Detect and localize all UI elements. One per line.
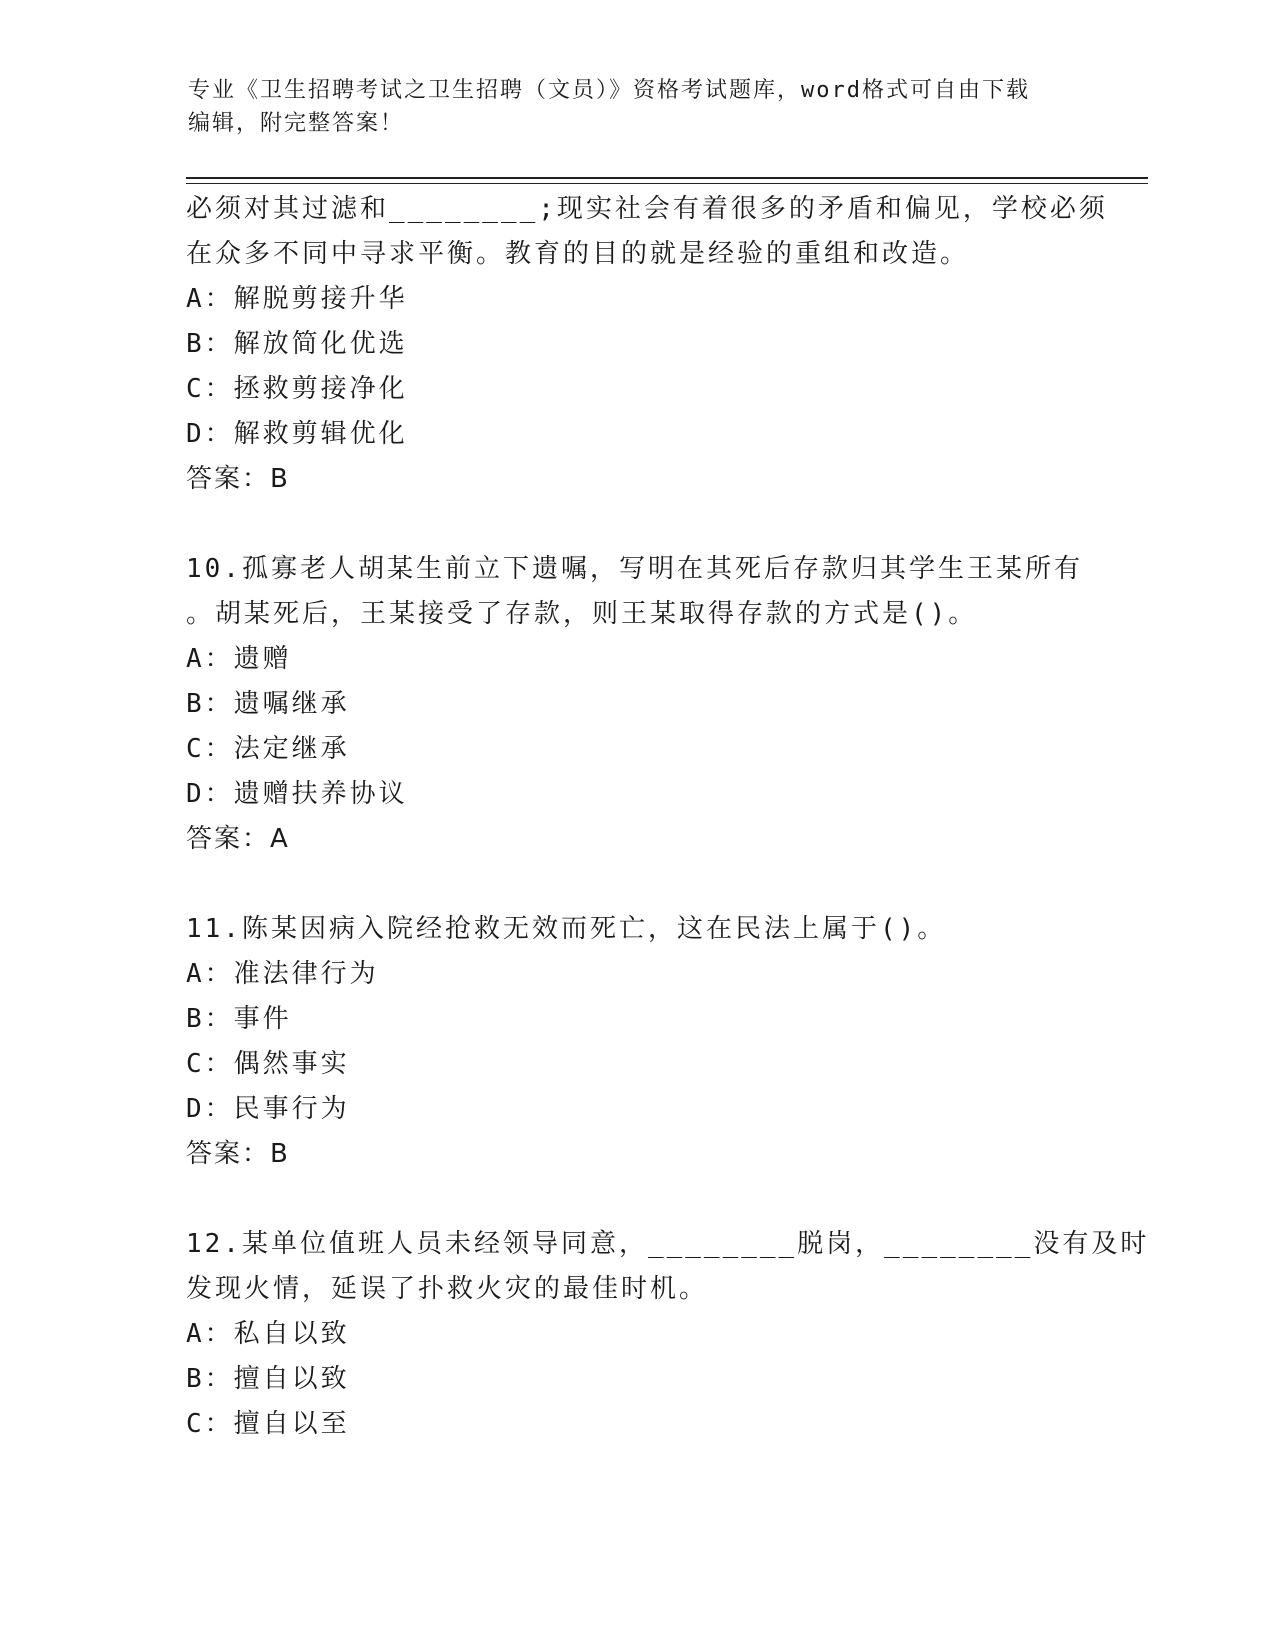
header-rule-thin [186, 183, 1148, 184]
question-10-option-b: B：遗嘱继承 [186, 689, 350, 719]
header-rule-thick [186, 177, 1148, 179]
question-9-option-d: D：解救剪辑优化 [186, 419, 408, 449]
question-10-option-d: D：遗赠扶养协议 [186, 779, 408, 809]
question-11-option-d: D：民事行为 [186, 1094, 350, 1124]
question-12-text-line-2: 发现火情，延误了扑救火灾的最佳时机。 [186, 1274, 709, 1304]
question-9-option-b: B：解放简化优选 [186, 329, 408, 359]
question-11-text-line-1: 11.陈某因病入院经抢救无效而死亡，这在民法上属于()。 [186, 914, 947, 944]
question-9-text-line-2: 在众多不同中寻求平衡。教育的目的就是经验的重组和改造。 [186, 239, 970, 269]
question-9-text-line-1: 必须对其过滤和________;现实社会有着很多的矛盾和偏见，学校必须 [186, 194, 1108, 224]
document-header [188, 74, 1088, 140]
question-12-text-line-1: 12.某单位值班人员未经领导同意，________脱岗，________没有及时 [186, 1229, 1150, 1259]
question-12-option-a: A：私自以致 [186, 1319, 350, 1349]
question-11-option-b: B：事件 [186, 1004, 292, 1034]
question-10-option-a: A：遗赠 [186, 644, 292, 674]
question-12-option-b: B：擅自以致 [186, 1364, 350, 1394]
question-10-answer: 答案：A [186, 824, 290, 854]
question-9-option-c: C：拯救剪接净化 [186, 374, 408, 404]
question-12-option-c: C：擅自以至 [186, 1409, 350, 1439]
question-9-answer: 答案：B [186, 464, 290, 494]
header-line-2: 编辑，附完整答案！ [188, 111, 405, 136]
question-9-option-a: A：解脱剪接升华 [186, 284, 408, 314]
question-10-text-line-2: 。胡某死后，王某接受了存款，则王某取得存款的方式是()。 [186, 599, 978, 629]
question-10-text-line-1: 10.孤寡老人胡某生前立下遗嘱，写明在其死后存款归其学生王某所有 [186, 554, 1083, 584]
question-11-option-a: A：准法律行为 [186, 959, 379, 989]
question-10-option-c: C：法定继承 [186, 734, 350, 764]
header-line-1: 专业《卫生招聘考试之卫生招聘（文员）》资格考试题库，word格式可自由下载 [188, 78, 1030, 103]
question-11-answer: 答案：B [186, 1139, 290, 1169]
question-11-option-c: C：偶然事实 [186, 1049, 350, 1079]
